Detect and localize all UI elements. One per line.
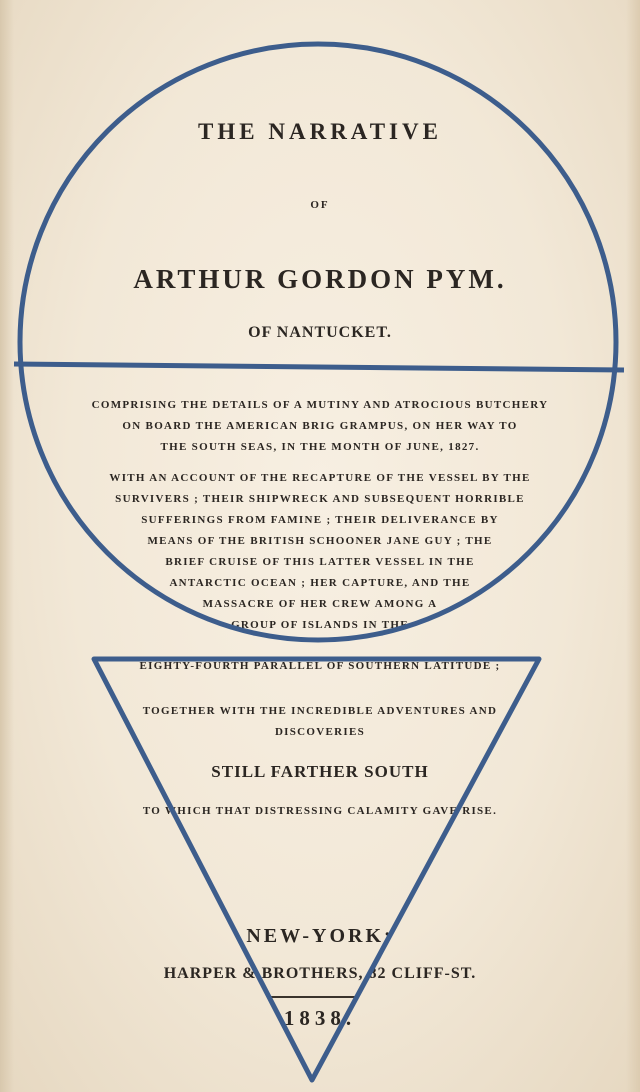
desc-line: MASSACRE OF HER CREW AMONG A bbox=[202, 598, 438, 610]
desc-line: WITH AN ACCOUNT OF THE RECAPTURE OF THE VESSEL BY THE bbox=[109, 472, 531, 484]
desc-line: MEANS OF THE BRITISH SCHOONER JANE GUY ; THE bbox=[147, 535, 493, 547]
title-of: OF bbox=[310, 199, 330, 211]
desc-line: TO WHICH THAT DISTRESSING CALAMITY GAVE RISE. bbox=[142, 805, 498, 817]
desc-line: BRIEF CRUISE OF THIS LATTER VESSEL IN THE bbox=[165, 556, 475, 568]
title-the-narrative: THE NARRATIVE bbox=[198, 119, 442, 144]
desc-line: ANTARCTIC OCEAN ; HER CAPTURE, AND THE bbox=[169, 577, 471, 589]
still-farther-south: STILL FARTHER SOUTH bbox=[211, 762, 429, 781]
overlay-horizontal-line bbox=[14, 364, 624, 370]
imprint-publisher: HARPER & BROTHERS, 82 CLIFF-ST. bbox=[163, 965, 477, 982]
title-place: OF NANTUCKET. bbox=[248, 324, 392, 341]
imprint-year: 1838. bbox=[283, 1006, 357, 1030]
overlay-circle bbox=[20, 44, 616, 640]
desc-line: TOGETHER WITH THE INCREDIBLE ADVENTURES AND bbox=[142, 705, 498, 717]
overlay-inverted-triangle bbox=[94, 659, 539, 1080]
desc-line: SURVIVERS ; THEIR SHIPWRECK AND SUBSEQUENT HORRIBLE bbox=[115, 493, 525, 505]
desc-line: DISCOVERIES bbox=[274, 726, 366, 738]
desc-line: SUFFERINGS FROM FAMINE ; THEIR DELIVERANCE BY bbox=[141, 514, 499, 526]
desc-line: EIGHTY-FOURTH PARALLEL OF SOUTHERN LATITUDE ; bbox=[139, 660, 501, 672]
desc-line: COMPRISING THE DETAILS OF A MUTINY AND ATROCIOUS BUTCHERY bbox=[91, 399, 549, 411]
desc-line: ON BOARD THE AMERICAN BRIG GRAMPUS, ON HER WAY TO bbox=[122, 420, 518, 432]
title-author-name: ARTHUR GORDON PYM. bbox=[133, 264, 507, 294]
desc-line: THE SOUTH SEAS, IN THE MONTH OF JUNE, 1827. bbox=[160, 441, 480, 453]
desc-line: GROUP OF ISLANDS IN THE bbox=[231, 619, 409, 631]
imprint-city: NEW-YORK: bbox=[246, 925, 394, 947]
